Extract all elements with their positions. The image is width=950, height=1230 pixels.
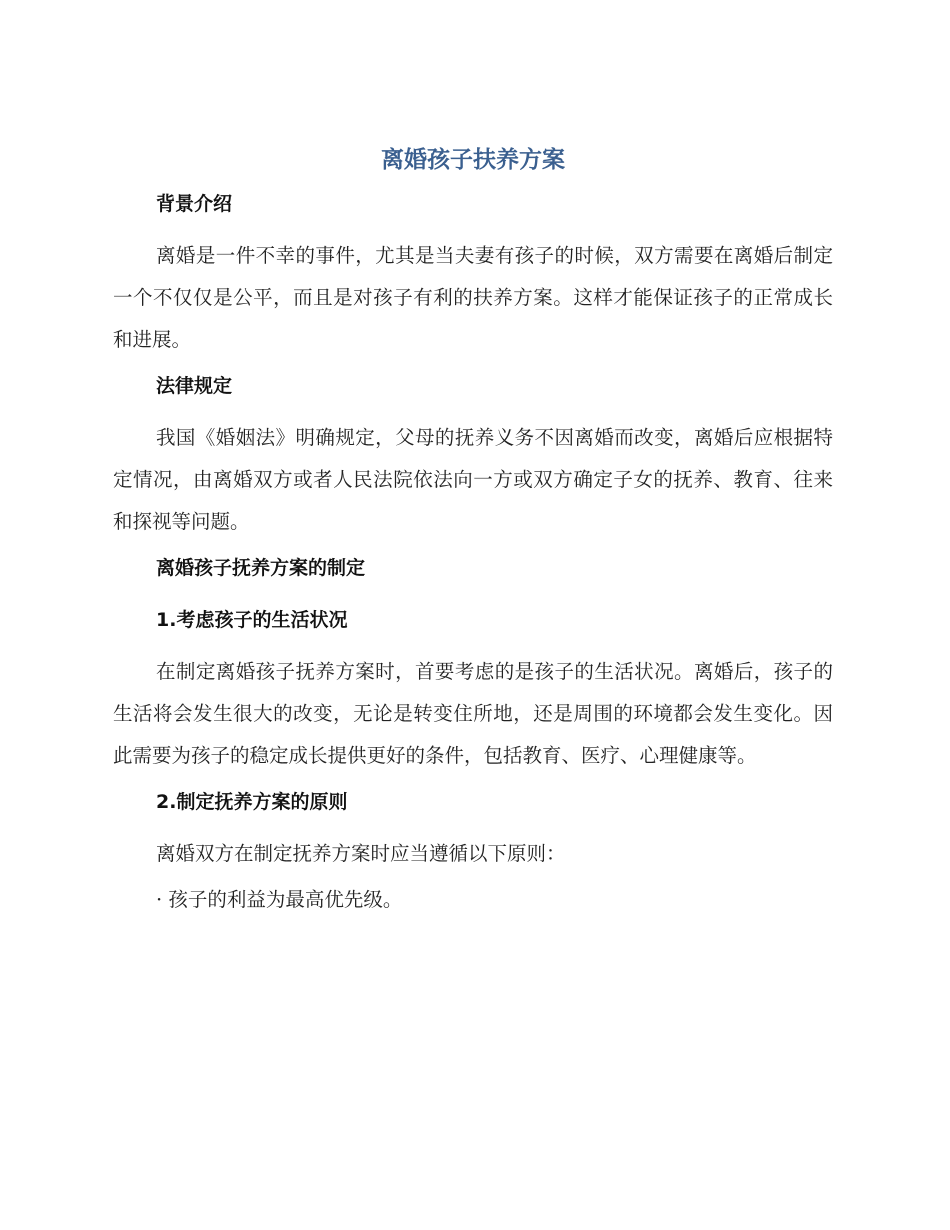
- section-heading-plan: 离婚孩子抚养方案的制定: [156, 557, 366, 579]
- subheading-principles: 2.制定抚养方案的原则: [156, 791, 348, 813]
- section-heading-law: 法律规定: [156, 375, 233, 397]
- paragraph-background: 离婚是一件不幸的事件，尤其是当夫妻有孩子的时候，双方需要在离婚后制定一个不仅仅是公平，而且是对孩子有利的扶养方案。这样才能保证孩子的正常成长和进展。: [113, 244, 833, 351]
- section-heading-background: 背景介绍: [156, 193, 233, 215]
- subheading-living-conditions: 1.考虑孩子的生活状况: [156, 609, 348, 631]
- document-body: [113, 143, 833, 921]
- paragraph-principles-intro: 离婚双方在制定抚养方案时应当遵循以下原则：: [156, 842, 566, 865]
- document-title: 离婚孩子扶养方案: [381, 147, 565, 173]
- paragraph-law: 我国《婚姻法》明确规定，父母的抚养义务不因离婚而改变，离婚后应根据特定情况，由离婚双方或者人民法院依法向一方或双方确定子女的抚养、教育、往来和探视等问题。: [113, 426, 833, 533]
- paragraph-living-conditions: 在制定离婚孩子抚养方案时，首要考虑的是孩子的生活状况。离婚后，孩子的生活将会发生很大的改变，无论是转变住所地，还是周围的环境都会发生变化。因此需要为孩子的稳定成长提供更好的条件，包括教育、医疗、心理健康等。: [113, 660, 833, 767]
- bullet-item-child-interest: · 孩子的利益为最高优先级。: [156, 888, 403, 911]
